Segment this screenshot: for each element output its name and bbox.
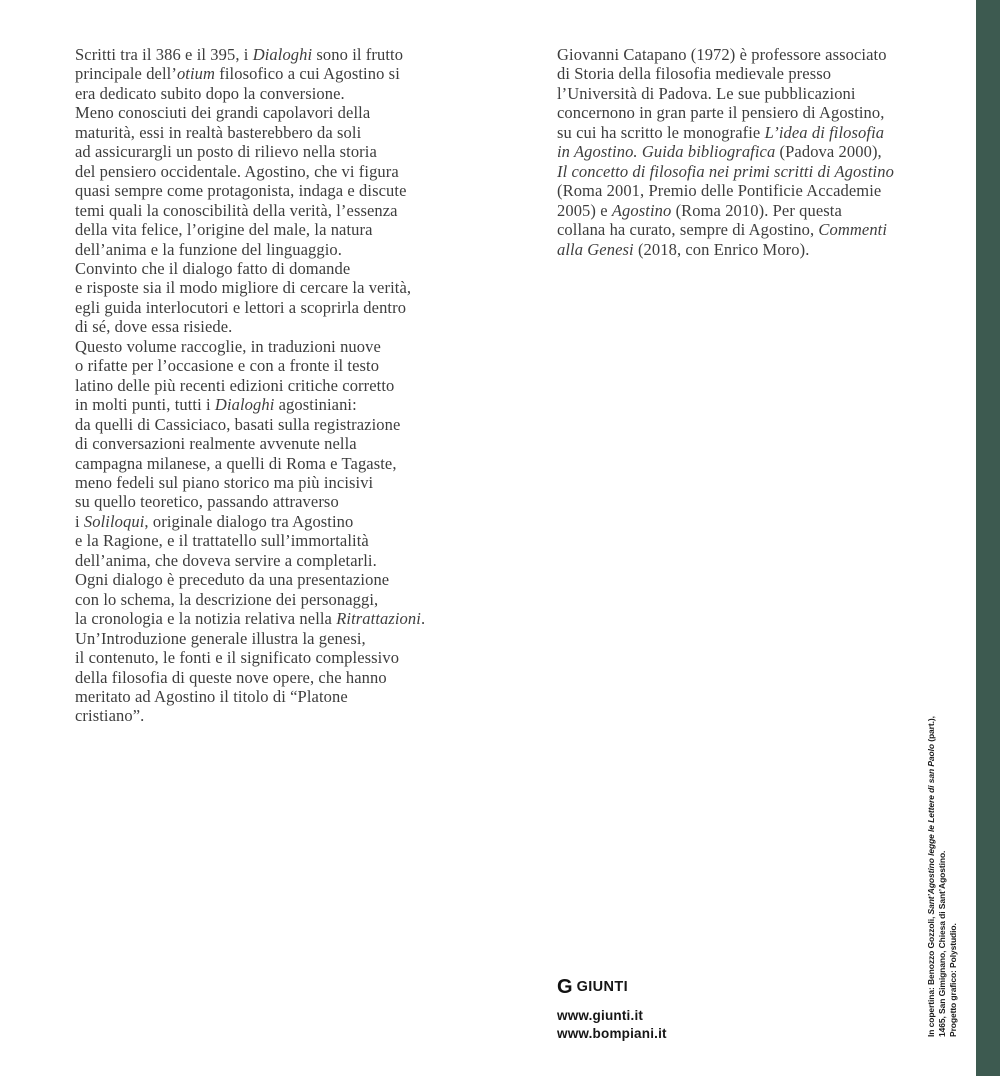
cover-credit-text xyxy=(926,716,959,1037)
publisher-block xyxy=(557,977,667,1042)
text-line: e risposte sia il modo migliore di cercare la verità, xyxy=(75,278,412,298)
text-line: di sé, dove essa risiede. xyxy=(75,317,233,337)
text-line: latino delle più recenti edizioni critiche corretto xyxy=(75,375,395,395)
text-line: di Storia della filosofia medievale presso xyxy=(557,64,832,84)
text-line: Questo volume raccoglie, in traduzioni nuove xyxy=(75,336,381,356)
text-line: Il concetto di filosofia nei primi scritti di Agostino xyxy=(557,161,894,181)
text-line: principale dell’otium filosofico a cui Agostino si xyxy=(75,64,400,84)
text-line: era dedicato subito dopo la conversione. xyxy=(75,83,345,103)
text-line: l’Università di Padova. Le sue pubblicazioni xyxy=(557,83,856,103)
text-line: i Soliloqui, originale dialogo tra Agostino xyxy=(75,511,354,531)
text-line: il contenuto, le fonti e il significato complessivo xyxy=(75,648,400,668)
text-line: ad assicurargli un posto di rilievo nella storia xyxy=(75,142,377,162)
text-line: su cui ha scritto le monografie L’idea di filosofia xyxy=(557,122,885,142)
website-url-giunti: www.giunti.it xyxy=(557,1008,644,1023)
text-line: in Agostino. Guida bibliografica (Padova 2000), xyxy=(557,142,882,162)
text-line: Convinto che il dialogo fatto di domande xyxy=(75,258,351,278)
text-line: di conversazioni realmente avvenute nella xyxy=(75,434,357,454)
giunti-g-icon: G xyxy=(557,976,572,998)
text-line: da quelli di Cassiciaco, basati sulla registrazione xyxy=(75,414,401,434)
text-line: In copertina: Benozzo Gozzoli, Sant’Agostino legge le Lettere di san Paolo (part.), xyxy=(926,716,936,1037)
text-line: cristiano”. xyxy=(75,706,145,726)
text-line: Scritti tra il 386 e il 395, i Dialoghi sono il frutto xyxy=(75,45,404,64)
author-bio-text xyxy=(557,45,932,259)
text-line: Progetto grafico: Polystudio. xyxy=(948,923,958,1037)
text-line: egli guida interlocutori e lettori a scoprirla dentro xyxy=(75,297,407,317)
text-line: Ogni dialogo è preceduto da una presentazione xyxy=(75,570,390,590)
text-line: maturità, essi in realtà basterebbero da soli xyxy=(75,122,362,142)
text-line: quasi sempre come protagonista, indaga e discute xyxy=(75,181,407,201)
text-line: (Roma 2001, Premio delle Pontificie Accademie xyxy=(557,181,882,201)
text-line: dell’anima, che doveva servire a completarli. xyxy=(75,550,377,570)
text-line: della filosofia di queste nove opere, che hanno xyxy=(75,667,387,687)
text-line: del pensiero occidentale. Agostino, che vi figura xyxy=(75,161,399,181)
text-line: Meno conosciuti dei grandi capolavori della xyxy=(75,103,371,123)
text-line: dell’anima e la funzione del linguaggio. xyxy=(75,239,342,259)
text-line: campagna milanese, a quelli di Roma e Tagaste, xyxy=(75,453,397,473)
website-links xyxy=(557,1007,667,1042)
text-line: 1465, San Gimignano, Chiesa di Sant’Agostino. xyxy=(937,850,947,1037)
publisher-logo-text: GIUNTI xyxy=(576,979,629,995)
text-line: su quello teoretico, passando attraverso xyxy=(75,492,339,512)
text-line: meno fedeli sul piano storico ma più incisivi xyxy=(75,472,374,492)
text-line: alla Genesi (2018, con Enrico Moro). xyxy=(557,239,810,259)
text-line: e la Ragione, e il trattatello sull’immortalità xyxy=(75,531,369,551)
text-line: concernono in gran parte il pensiero di Agostino, xyxy=(557,103,885,123)
book-description-text xyxy=(75,45,495,726)
text-line: Un’Introduzione generale illustra la genesi, xyxy=(75,628,366,648)
spine-color-bar xyxy=(976,0,1000,1076)
text-line: o rifatte per l’occasione e con a fronte il testo xyxy=(75,356,380,376)
website-url-bompiani: www.bompiani.it xyxy=(557,1025,667,1041)
text-line: Giovanni Catapano (1972) è professore associato xyxy=(557,45,887,64)
text-line: con lo schema, la descrizione dei personaggi, xyxy=(75,589,379,609)
text-line: collana ha curato, sempre di Agostino, Commenti xyxy=(557,220,888,240)
text-line: della vita felice, l’origine del male, la natura xyxy=(75,220,373,240)
text-line: la cronologia e la notizia relativa nella Ritrattazioni. xyxy=(75,609,426,629)
text-line: meritato ad Agostino il titolo di “Platone xyxy=(75,686,348,706)
text-line: temi quali la conoscibilità della verità, l’essenza xyxy=(75,200,398,220)
publisher-logo xyxy=(557,977,667,997)
text-line: in molti punti, tutti i Dialoghi agostiniani: xyxy=(75,395,357,415)
text-line: 2005) e Agostino (Roma 2010). Per questa xyxy=(557,200,842,220)
